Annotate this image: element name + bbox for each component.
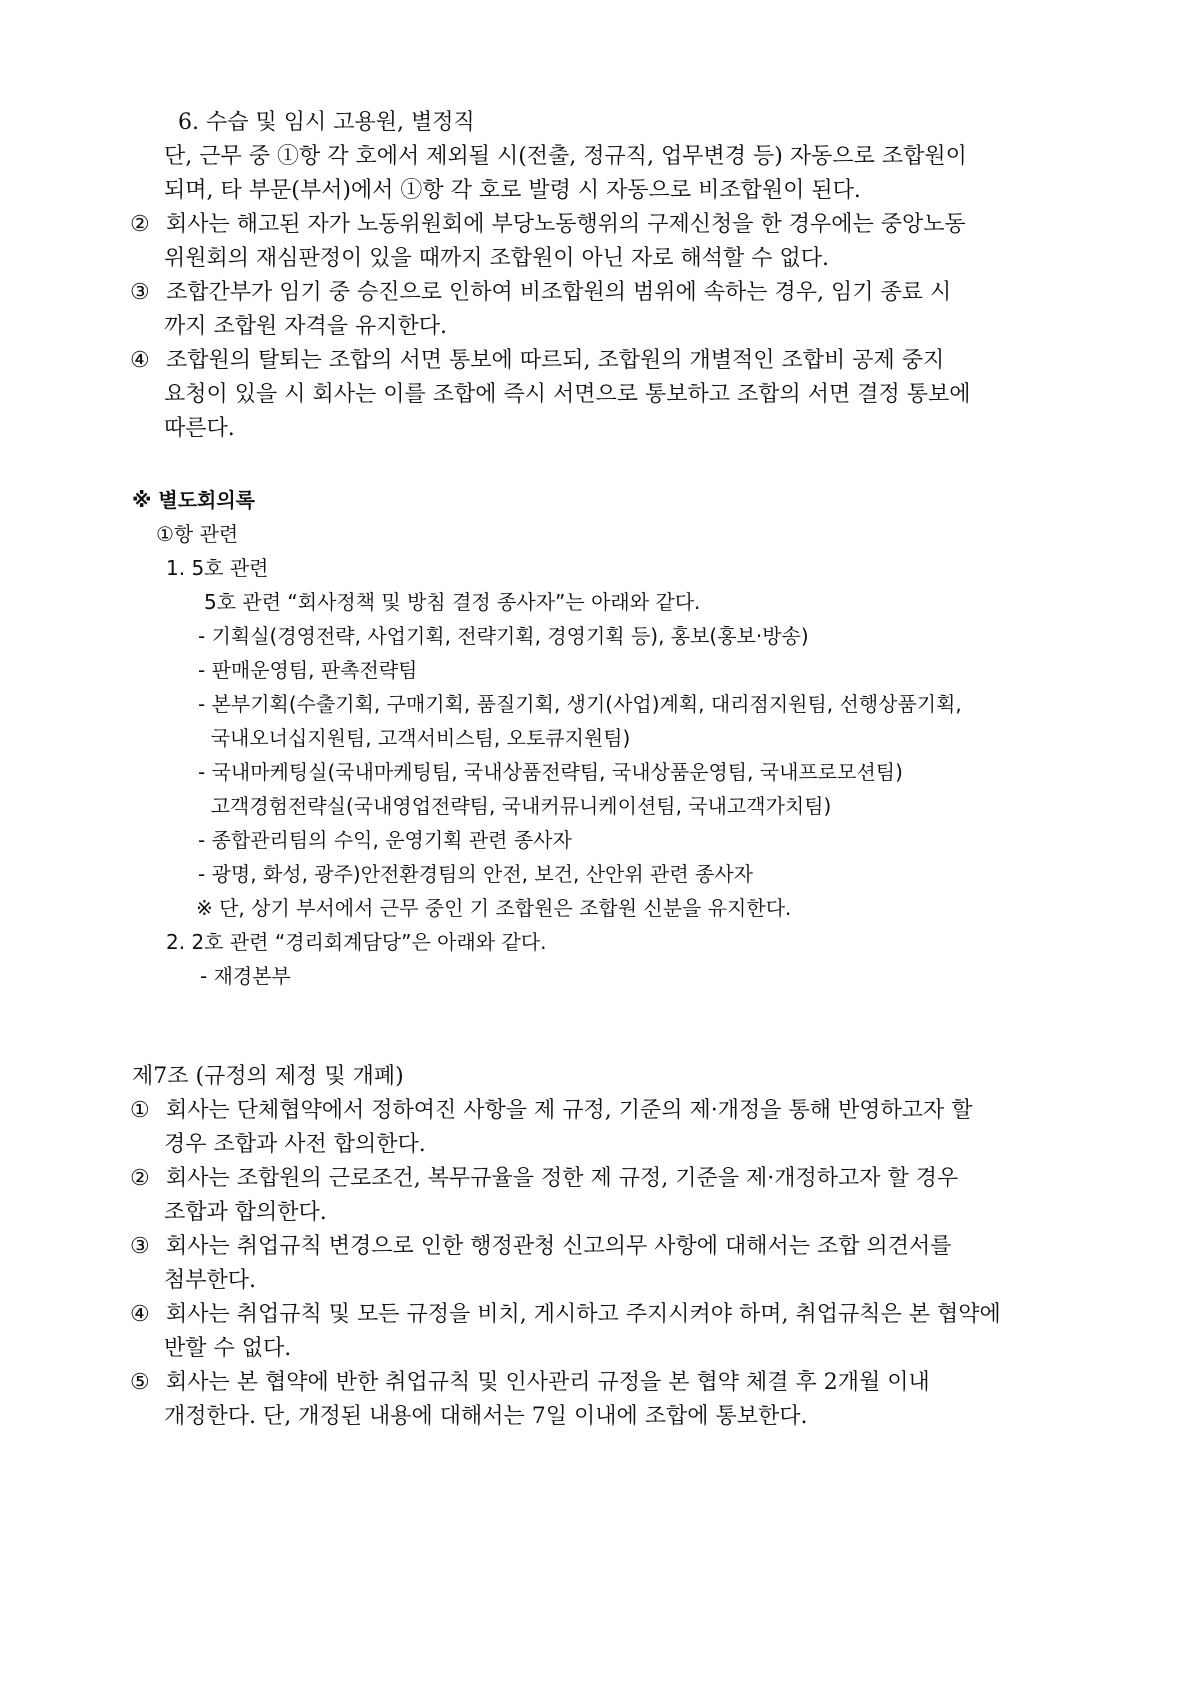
minutes-item-2-bullet: - 재경본부 bbox=[200, 964, 291, 988]
minutes-item-2-title: 2. 2호 관련 “경리회계담당”은 아래와 같다. bbox=[166, 930, 547, 954]
clause-number: ③ bbox=[130, 1234, 150, 1259]
clause-text: 회사는 취업규칙 변경으로 인한 행정관청 신고의무 사항에 대해서는 조합 의견서를 bbox=[166, 1234, 952, 1259]
clause-number: ③ bbox=[130, 280, 150, 305]
clause-number: ② bbox=[130, 212, 150, 237]
clause-text: 회사는 조합원의 근로조건, 복무규율을 정한 제 규정, 기준을 제·개정하고자 할 경우 bbox=[166, 1166, 959, 1191]
clause-number: ④ bbox=[130, 348, 150, 373]
minutes-item-1-title: 1. 5호 관련 bbox=[166, 556, 269, 580]
clause-number: ⑤ bbox=[130, 1370, 150, 1395]
clause-text: 조합간부가 임기 중 승진으로 인하여 비조합원의 범위에 속하는 경우, 임기 종료 시 bbox=[166, 280, 952, 305]
clause-text: 회사는 해고된 자가 노동위원회에 부당노동행위의 구제신청을 한 경우에는 중앙노동 bbox=[166, 212, 966, 237]
clause-number: ② bbox=[130, 1166, 150, 1191]
clause-text: 까지 조합원 자격을 유지한다. bbox=[164, 314, 447, 339]
minutes-bullet: - 광명, 화성, 광주)안전환경팀의 안전, 보건, 산안위 관련 종사자 bbox=[198, 862, 753, 886]
item-6: 6. 수습 및 임시 고용원, 별정직 bbox=[178, 110, 475, 135]
minutes-subheading: ①항 관련 bbox=[156, 522, 239, 546]
minutes-bullet: - 기획실(경영전략, 사업기획, 전략기획, 경영기획 등), 홍보(홍보·방송) bbox=[198, 624, 809, 648]
clause-text: 위원회의 재심판정이 있을 때까지 조합원이 아닌 자로 해석할 수 없다. bbox=[164, 246, 829, 271]
clause-text: 회사는 단체협약에서 정하여진 사항을 제 규정, 기준의 제·개정을 통해 반영하고자 할 bbox=[166, 1098, 973, 1123]
minutes-bullet: - 국내마케팅실(국내마케팅팀, 국내상품전략팀, 국내상품운영팀, 국내프로모션팀) bbox=[198, 760, 903, 784]
clause-text: 반할 수 없다. bbox=[164, 1336, 292, 1361]
clause-text: 개정한다. 단, 개정된 내용에 대해서는 7일 이내에 조합에 통보한다. bbox=[164, 1404, 808, 1429]
minutes-bullet: - 판매운영팀, 판촉전략팀 bbox=[198, 658, 418, 682]
minutes-bullet: 고객경험전략실(국내영업전략팀, 국내커뮤니케이션팀, 국내고객가치팀) bbox=[198, 794, 832, 818]
clause-text: 요청이 있을 시 회사는 이를 조합에 즉시 서면으로 통보하고 조합의 서면 결정 통보에 bbox=[164, 382, 971, 407]
clause-text: 회사는 취업규칙 및 모든 규정을 비치, 게시하고 주지시켜야 하며, 취업규칙은 본 협약에 bbox=[166, 1302, 1001, 1327]
minutes-bullet: - 본부기획(수출기획, 구매기획, 품질기획, 생기(사업)계획, 대리점지원팀, 선행상품기획, bbox=[198, 692, 962, 716]
minutes-bullet: - 종합관리팀의 수익, 운영기획 관련 종사자 bbox=[198, 828, 572, 852]
clause-text: 회사는 본 협약에 반한 취업규칙 및 인사관리 규정을 본 협약 체결 후 2개월 이내 bbox=[166, 1370, 930, 1395]
clause-number: ④ bbox=[130, 1302, 150, 1327]
clause-text: 조합원의 탈퇴는 조합의 서면 통보에 따르되, 조합원의 개별적인 조합비 공제 중지 bbox=[166, 348, 945, 373]
clause-text: 첨부한다. bbox=[164, 1268, 257, 1293]
clause-text: 경우 조합과 사전 합의한다. bbox=[164, 1132, 426, 1157]
article-7-title: 제7조 (규정의 제정 및 개폐) bbox=[132, 1064, 404, 1089]
clause-number: ① bbox=[130, 1098, 150, 1123]
minutes-heading: ※ 별도회의록 bbox=[132, 488, 256, 512]
minutes-item-1-intro: 5호 관련 “회사정책 및 방침 결정 종사자”는 아래와 같다. bbox=[204, 590, 701, 614]
minutes-item-1-note: ※ 단, 상기 부서에서 근무 중인 기 조합원은 조합원 신분을 유지한다. bbox=[196, 896, 792, 920]
note-line-1: 단, 근무 중 ①항 각 호에서 제외될 시(전출, 정규직, 업무변경 등) 자동으로 조합원이 bbox=[164, 144, 967, 169]
clause-text: 조합과 합의한다. bbox=[164, 1200, 327, 1225]
minutes-bullet: 국내오너십지원팀, 고객서비스팀, 오토큐지원팀) bbox=[198, 726, 631, 750]
clause-text: 따른다. bbox=[164, 416, 235, 441]
note-line-2: 되며, 타 부문(부서)에서 ①항 각 호로 발령 시 자동으로 비조합원이 된다. bbox=[164, 178, 861, 203]
